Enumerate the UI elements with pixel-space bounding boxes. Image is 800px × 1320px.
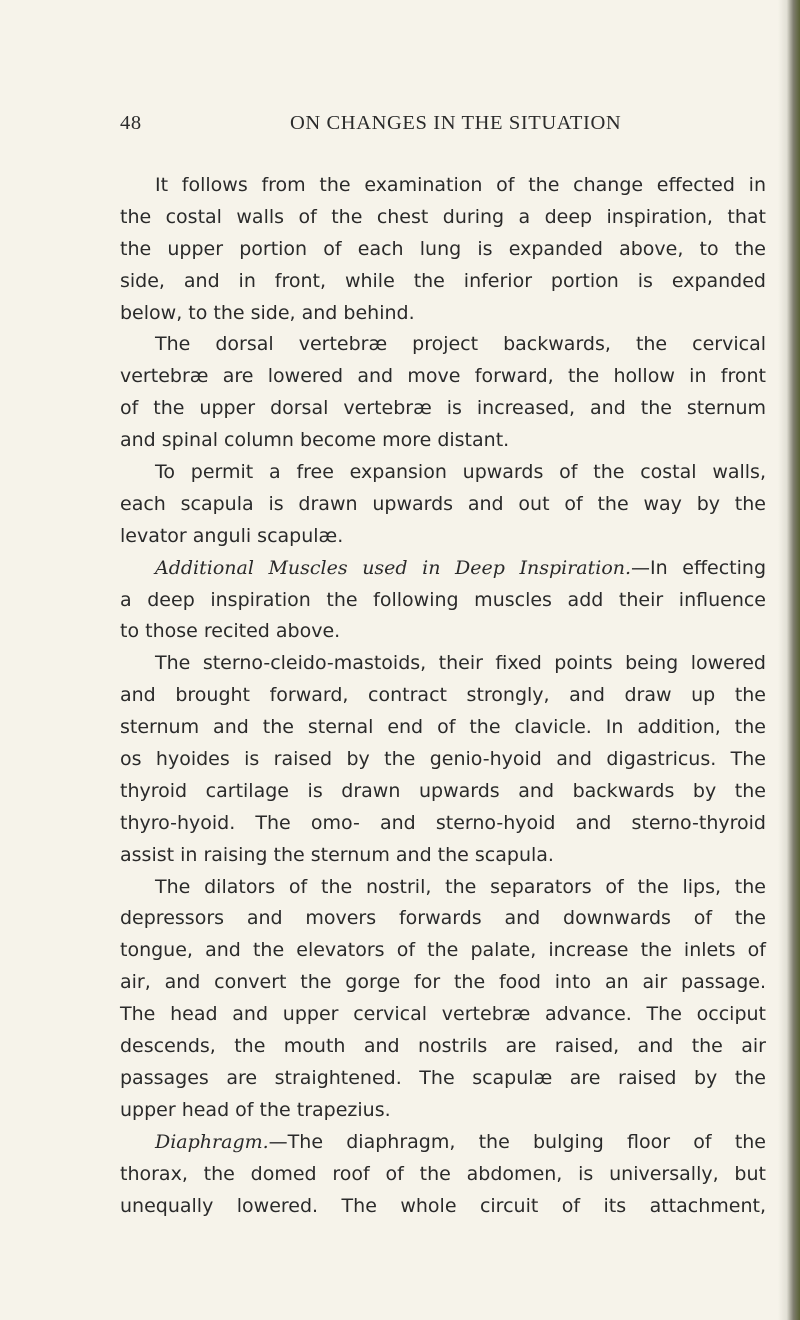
text-line [120, 648, 766, 680]
line-text: The dorsal vertebræ project backwards, the cervical [155, 333, 766, 356]
line-text: and brought forward, contract strongly, and draw up the [120, 684, 766, 707]
line-text: and spinal column become more distant. [120, 429, 510, 452]
text-line [120, 361, 766, 393]
text-line [120, 1031, 766, 1063]
body-text [120, 170, 766, 1222]
text-line [120, 298, 766, 330]
text-line [120, 489, 766, 521]
text-line [120, 776, 766, 808]
text-line [120, 234, 766, 266]
page-edge-shadow [778, 0, 800, 1320]
line-text: to those recited above. [120, 620, 341, 643]
page-number: 48 [120, 112, 142, 134]
text-line [120, 553, 766, 585]
text-line [120, 744, 766, 776]
text-line [120, 680, 766, 712]
text-line [120, 903, 766, 935]
text-line [120, 266, 766, 298]
line-text: unequally lowered. The whole circuit of its attachment, [120, 1194, 766, 1217]
line-text: —In effecting [631, 556, 766, 579]
line-text: It follows from the examination of the change effected in [155, 174, 766, 196]
line-text: a deep inspiration the following muscles add their influence [120, 588, 766, 611]
line-text: descends, the mouth and nostrils are raised, and the air [120, 1035, 766, 1058]
text-line [120, 840, 766, 872]
line-text: side, and in front, while the inferior portion is expanded [120, 269, 766, 292]
text-line [120, 329, 766, 361]
text-line [120, 935, 766, 967]
text-line [120, 425, 766, 457]
line-text: depressors and movers forwards and downwards of the [120, 907, 766, 930]
text-line [120, 202, 766, 234]
text-line [120, 999, 766, 1031]
line-text: of the upper dorsal vertebræ is increased, and the sternum [120, 397, 766, 420]
line-text: To permit a free expansion upwards of the costal walls, [155, 461, 766, 484]
line-text: tongue, and the elevators of the palate, increase the inlets of [120, 939, 766, 962]
text-line [120, 1191, 766, 1223]
line-text: upper head of the trapezius. [120, 1098, 391, 1121]
running-title: ON CHANGES IN THE SITUATION [290, 112, 622, 134]
line-text: passages are straightened. The scapulæ are raised by the [120, 1066, 766, 1089]
text-line [120, 521, 766, 553]
line-text: The dilators of the nostril, the separators of the lips, the [155, 875, 766, 898]
line-text: each scapula is drawn upwards and out of the way by the [120, 492, 766, 515]
line-text: assist in raising the sternum and the scapula. [120, 843, 554, 866]
text-line [120, 1159, 766, 1191]
line-text: os hyoides is raised by the genio-hyoid and digastricus. The [120, 748, 766, 771]
line-text: The sterno-cleido-mastoids, their fixed points being lowered [155, 652, 766, 675]
line-text: the upper portion of each lung is expanded above, to the [120, 237, 766, 260]
line-text: air, and convert the gorge for the food into an air passage. [120, 971, 766, 994]
text-line [120, 967, 766, 999]
text-line [120, 1127, 766, 1159]
line-text: sternum and the sternal end of the clavicle. In addition, the [120, 716, 766, 739]
section-heading: Additional Muscles used in Deep Inspiration. [155, 556, 632, 579]
text-line [120, 585, 766, 617]
line-text: The head and upper cervical vertebræ advance. The occiput [120, 1003, 766, 1026]
text-line [120, 712, 766, 744]
line-text: vertebræ are lowered and move forward, the hollow in front [120, 365, 766, 388]
text-line [120, 808, 766, 840]
line-text: thyro-hyoid. The omo- and sterno-hyoid and sterno-thyroid [120, 811, 766, 834]
running-head [120, 112, 760, 144]
line-text: —The diaphragm, the bulging floor of the [268, 1130, 766, 1153]
text-line [120, 170, 766, 202]
text-line [120, 1095, 766, 1127]
text-line [120, 457, 766, 489]
line-text: the costal walls of the chest during a deep inspiration, that [120, 205, 766, 228]
text-line [120, 616, 766, 648]
line-text: thorax, the domed roof of the abdomen, is universally, but [120, 1162, 766, 1185]
text-line [120, 872, 766, 904]
line-text: thyroid cartilage is drawn upwards and backwards by the [120, 779, 766, 802]
line-text: below, to the side, and behind. [120, 301, 415, 324]
line-text: levator anguli scapulæ. [120, 524, 344, 547]
text-line [120, 393, 766, 425]
text-line [120, 1063, 766, 1095]
section-heading: Diaphragm. [155, 1130, 269, 1153]
